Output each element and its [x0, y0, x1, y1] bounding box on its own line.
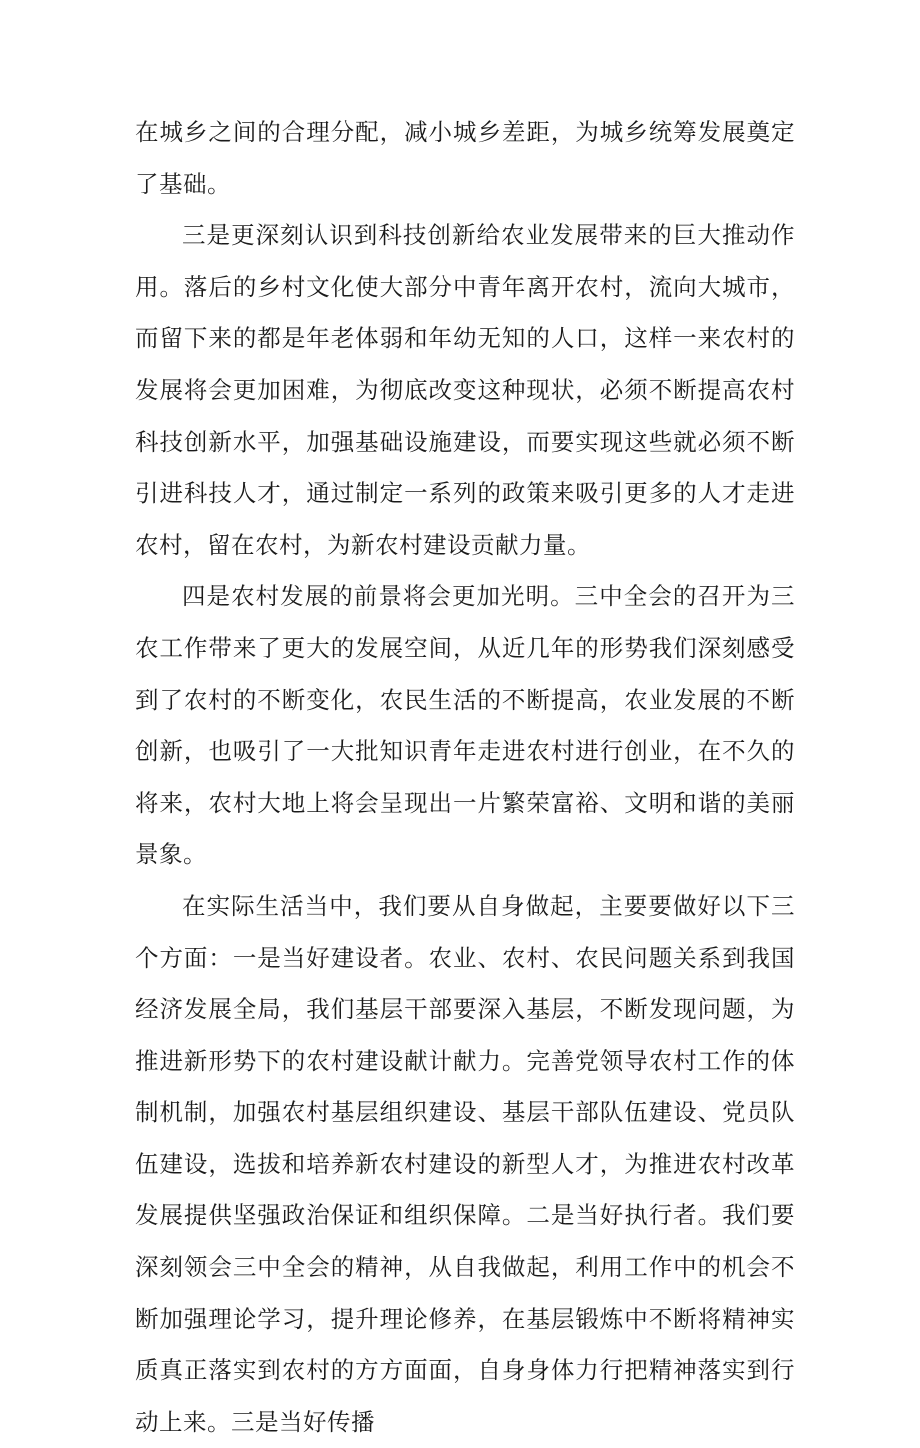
document-page [135, 107, 795, 1448]
paragraph-2: 三是更深刻认识到科技创新给农业发展带来的巨大推动作用。落后的乡村文化使大部分中青年离开农村，流向大城市，而留下来的都是年老体弱和年幼无知的人口，这样一来农村的发展将会更加困难，为彻底改变这种现状，必须不断提高农村科技创新水平，加强基础设施建设，而要实现这些就必须不断引进科技人才，通过制定一系列的政策来吸引更多的人才走进农村，留在农村，为新农村建设贡献力量。 [135, 221, 795, 559]
paragraph-4: 在实际生活当中，我们要从自身做起，主要要做好以下三个方面：一是当好建设者。农业、农村、农民问题关系到我国经济发展全局，我们基层干部要深入基层，不断发现问题，为推进新形势下的农村建设献计献力。完善党领导农村工作的体制机制，加强农村基层组织建设、基层干部队伍建设、党员队伍建设，选拔和培养新农村建设的新型人才，为推进农村改革发展提供坚强政治保证和组织保障。二是当好执行者。我们要深刻领会三中全会的精神，从自我做起，利用工作中的机会不断加强理论学习，提升理论修养，在基层锻炼中不断将精神实质真正落实到农村的方方面面，自身身体力行把精神落实到行动上来。三是当好传播 [135, 891, 795, 1436]
paragraph-3: 四是农村发展的前景将会更加光明。三中全会的召开为三农工作带来了更大的发展空间，从近几年的形势我们深刻感受到了农村的不断变化，农民生活的不断提高，农业发展的不断创新，也吸引了一大批知识青年走进农村进行创业，在不久的将来，农村大地上将会呈现出一片繁荣富裕、文明和谐的美丽景象。 [135, 582, 795, 869]
paragraph-1: 在城乡之间的合理分配，减小城乡差距，为城乡统筹发展奠定了基础。 [135, 118, 795, 198]
